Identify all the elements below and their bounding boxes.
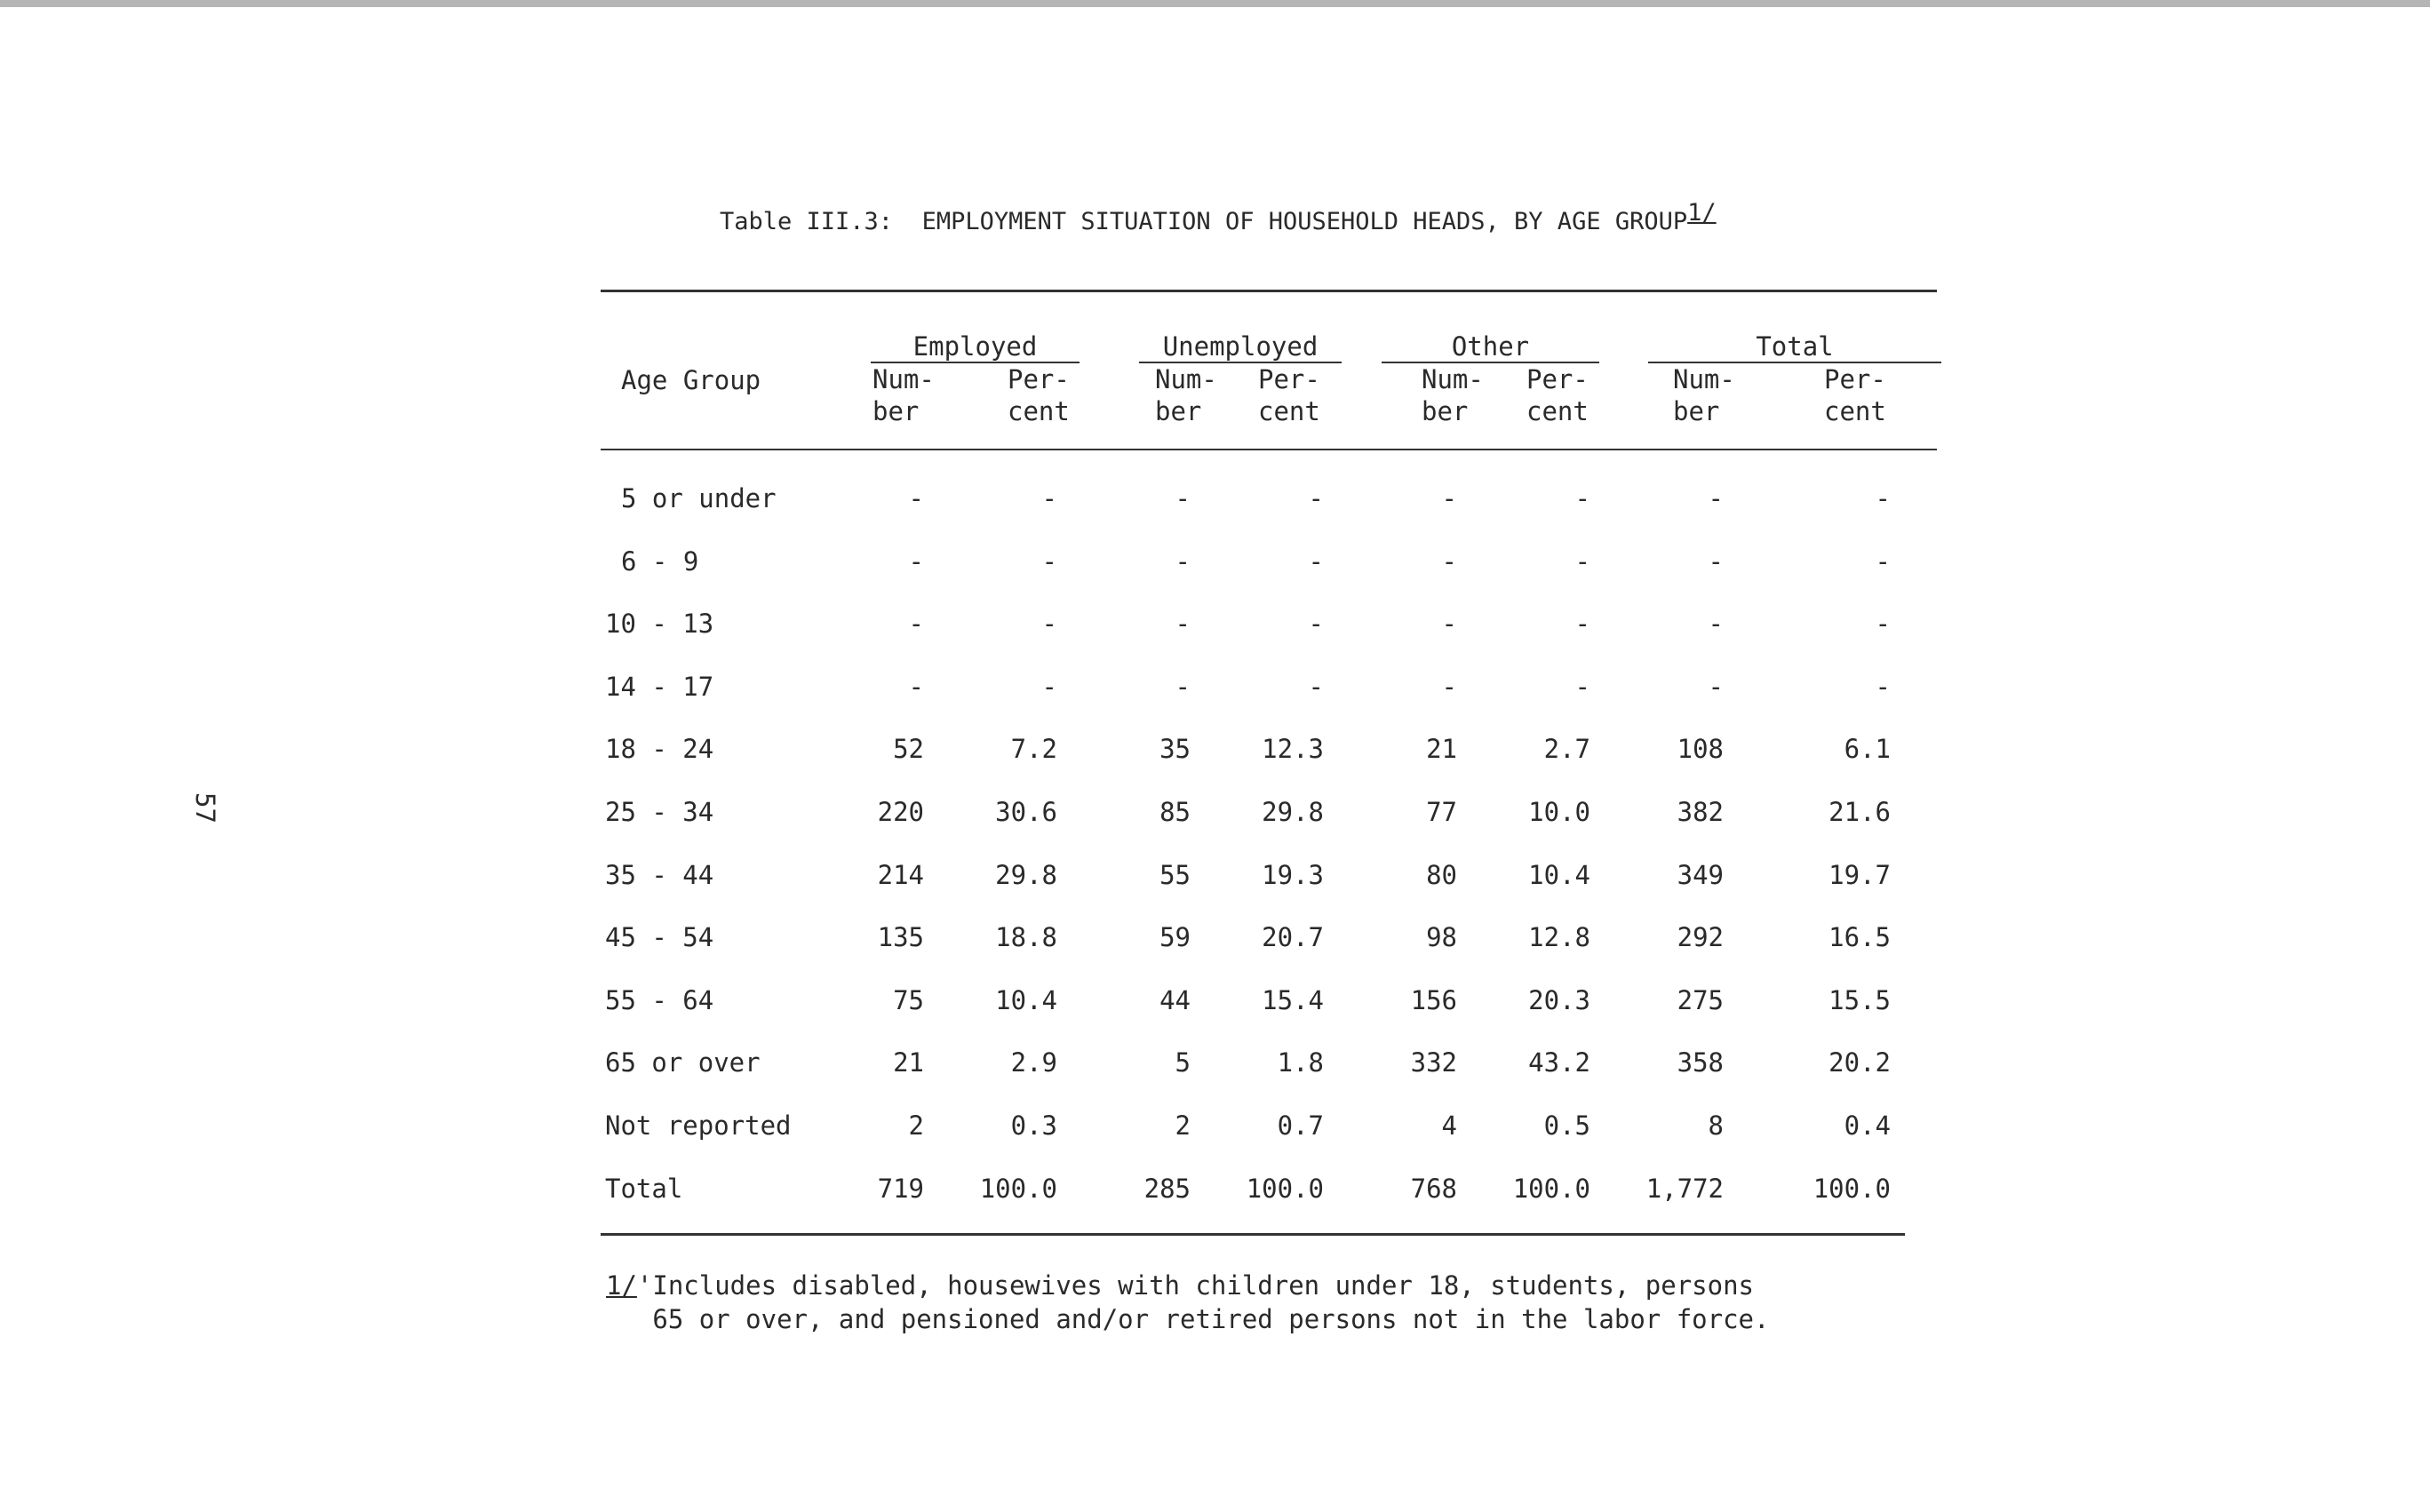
table-cell: - xyxy=(1175,546,1191,577)
table-cell: - xyxy=(1175,672,1191,702)
header-bottom-rule xyxy=(601,449,1937,450)
row-label: 6 - 9 xyxy=(621,546,699,577)
table-cell: 768 xyxy=(1410,1174,1457,1204)
group-underline xyxy=(1139,362,1342,363)
table-cell: 12.3 xyxy=(1262,734,1324,764)
table-cell: 44 xyxy=(1159,985,1191,1015)
table-cell: - xyxy=(1441,483,1457,513)
table-cell: 19.7 xyxy=(1828,860,1891,890)
footnote-mark: 1/ xyxy=(606,1270,637,1301)
subheader-number: ber xyxy=(1155,396,1202,426)
page-top-border xyxy=(0,0,2430,7)
table-cell: - xyxy=(1708,609,1724,639)
table-top-rule xyxy=(601,290,1937,292)
table-cell: 52 xyxy=(893,734,924,764)
table-footnote xyxy=(606,1269,1769,1336)
table-cell: - xyxy=(1574,483,1590,513)
row-label: 65 or over xyxy=(605,1047,761,1078)
table-cell: 43.2 xyxy=(1528,1047,1590,1078)
table-cell: - xyxy=(1875,483,1891,513)
table-cell: 55 xyxy=(1159,860,1191,890)
group-underline xyxy=(871,362,1080,363)
table-cell: - xyxy=(1041,672,1057,702)
table-cell: 332 xyxy=(1410,1047,1457,1078)
table-cell: 100.0 xyxy=(1813,1174,1891,1204)
table-cell: 382 xyxy=(1677,797,1724,827)
page-number: 57 xyxy=(190,792,220,824)
table-cell: - xyxy=(1175,609,1191,639)
age-group-header: Age Group xyxy=(621,365,761,395)
group-header: Unemployed xyxy=(1162,331,1319,362)
subheader-percent: Per- xyxy=(1258,364,1320,394)
table-cell: - xyxy=(1441,609,1457,639)
group-header: Total xyxy=(1756,331,1834,362)
table-cell: - xyxy=(908,609,924,639)
table-cell: 0.3 xyxy=(1010,1110,1057,1141)
table-cell: 6.1 xyxy=(1844,734,1891,764)
subheader-percent: cent xyxy=(1526,396,1589,426)
row-label: 5 or under xyxy=(621,483,777,513)
row-label: 10 - 13 xyxy=(605,609,714,639)
table-cell: 29.8 xyxy=(1262,797,1324,827)
row-label: Total xyxy=(605,1174,683,1204)
table-cell: - xyxy=(1574,546,1590,577)
table-cell: 100.0 xyxy=(1246,1174,1324,1204)
table-cell: 18.8 xyxy=(995,922,1057,952)
table-cell: - xyxy=(1441,672,1457,702)
subheader-percent: cent xyxy=(1008,396,1070,426)
table-cell: 10.0 xyxy=(1528,797,1590,827)
group-underline xyxy=(1648,362,1941,363)
table-cell: 12.8 xyxy=(1528,922,1590,952)
table-cell: 16.5 xyxy=(1828,922,1891,952)
table-cell: - xyxy=(1175,483,1191,513)
table-cell: 20.2 xyxy=(1828,1047,1891,1078)
table-cell: 77 xyxy=(1426,797,1457,827)
table-cell: - xyxy=(1041,483,1057,513)
table-cell: 15.5 xyxy=(1828,985,1891,1015)
table-title xyxy=(720,199,1717,235)
footnote-line-2: 65 or over, and pensioned and/or retired persons not in the labor force. xyxy=(652,1304,1770,1334)
title-footnote-mark: 1/ xyxy=(1687,199,1717,227)
subheader-number: Num- xyxy=(1422,364,1484,394)
table-cell: - xyxy=(1574,672,1590,702)
group-header: Employed xyxy=(912,331,1038,362)
table-cell: 214 xyxy=(877,860,924,890)
table-cell: 59 xyxy=(1159,922,1191,952)
row-label: 25 - 34 xyxy=(605,797,714,827)
table-cell: - xyxy=(1041,609,1057,639)
table-cell: - xyxy=(1041,546,1057,577)
table-cell: 19.3 xyxy=(1262,860,1324,890)
subheader-percent: cent xyxy=(1824,396,1886,426)
table-cell: 0.4 xyxy=(1844,1110,1891,1141)
table-cell: 1.8 xyxy=(1277,1047,1324,1078)
table-cell: 75 xyxy=(893,985,924,1015)
footnote-line-1: 'Includes disabled, housewives with children under 18, students, persons xyxy=(636,1270,1755,1301)
table-cell: 108 xyxy=(1677,734,1724,764)
subheader-percent: Per- xyxy=(1008,364,1070,394)
row-label: Not reported xyxy=(605,1110,792,1141)
table-cell: 8 xyxy=(1708,1110,1724,1141)
table-cell: 2 xyxy=(1175,1110,1191,1141)
table-cell: 156 xyxy=(1410,985,1457,1015)
subheader-percent: Per- xyxy=(1526,364,1589,394)
subheader-number: ber xyxy=(872,396,920,426)
table-title-text: Table III.3: EMPLOYMENT SITUATION OF HOUSEHOLD HEADS, BY AGE GROUP xyxy=(720,208,1688,235)
table-cell: - xyxy=(908,483,924,513)
subheader-number: Num- xyxy=(872,364,935,394)
table-cell: - xyxy=(1708,672,1724,702)
table-cell: - xyxy=(1708,546,1724,577)
row-label: 18 - 24 xyxy=(605,734,714,764)
table-cell: 21 xyxy=(1426,734,1457,764)
table-cell: 2 xyxy=(908,1110,924,1141)
subheader-percent: Per- xyxy=(1824,364,1886,394)
table-cell: - xyxy=(908,672,924,702)
row-label: 14 - 17 xyxy=(605,672,714,702)
table-cell: 4 xyxy=(1441,1110,1457,1141)
table-bottom-rule xyxy=(601,1233,1905,1236)
row-label: 55 - 64 xyxy=(605,985,714,1015)
table-cell: 29.8 xyxy=(995,860,1057,890)
table-cell: 2.7 xyxy=(1543,734,1590,764)
table-cell: 30.6 xyxy=(995,797,1057,827)
table-cell: 220 xyxy=(877,797,924,827)
table-cell: 1,772 xyxy=(1645,1174,1724,1204)
table-cell: 7.2 xyxy=(1010,734,1057,764)
subheader-number: ber xyxy=(1673,396,1720,426)
group-header: Other xyxy=(1451,331,1530,362)
table-cell: 0.5 xyxy=(1543,1110,1590,1141)
table-cell: 85 xyxy=(1159,797,1191,827)
table-cell: 10.4 xyxy=(995,985,1057,1015)
table-cell: 15.4 xyxy=(1262,985,1324,1015)
table-cell: 292 xyxy=(1677,922,1724,952)
table-cell: - xyxy=(1308,609,1324,639)
table-cell: 10.4 xyxy=(1528,860,1590,890)
table-cell: 275 xyxy=(1677,985,1724,1015)
table-cell: 20.7 xyxy=(1262,922,1324,952)
subheader-number: Num- xyxy=(1155,364,1217,394)
table-cell: 21.6 xyxy=(1828,797,1891,827)
table-cell: 21 xyxy=(893,1047,924,1078)
subheader-number: Num- xyxy=(1673,364,1735,394)
table-cell: 100.0 xyxy=(979,1174,1057,1204)
table-cell: 98 xyxy=(1426,922,1457,952)
table-cell: 5 xyxy=(1175,1047,1191,1078)
group-underline xyxy=(1382,362,1599,363)
table-cell: - xyxy=(1574,609,1590,639)
table-cell: 0.7 xyxy=(1277,1110,1324,1141)
table-cell: 135 xyxy=(877,922,924,952)
subheader-percent: cent xyxy=(1258,396,1320,426)
table-cell: - xyxy=(1708,483,1724,513)
table-cell: 35 xyxy=(1159,734,1191,764)
table-cell: 100.0 xyxy=(1512,1174,1590,1204)
row-label: 45 - 54 xyxy=(605,922,714,952)
row-label: 35 - 44 xyxy=(605,860,714,890)
table-cell: 358 xyxy=(1677,1047,1724,1078)
table-cell: - xyxy=(1441,546,1457,577)
table-cell: - xyxy=(1308,672,1324,702)
table-cell: 349 xyxy=(1677,860,1724,890)
table-cell: - xyxy=(1308,483,1324,513)
table-cell: 80 xyxy=(1426,860,1457,890)
table-cell: 2.9 xyxy=(1010,1047,1057,1078)
table-cell: - xyxy=(1875,609,1891,639)
table-cell: - xyxy=(1875,672,1891,702)
table-cell: - xyxy=(1308,546,1324,577)
table-cell: 719 xyxy=(877,1174,924,1204)
table-cell: 20.3 xyxy=(1528,985,1590,1015)
subheader-number: ber xyxy=(1422,396,1469,426)
table-cell: - xyxy=(908,546,924,577)
table-cell: - xyxy=(1875,546,1891,577)
table-cell: 285 xyxy=(1143,1174,1191,1204)
